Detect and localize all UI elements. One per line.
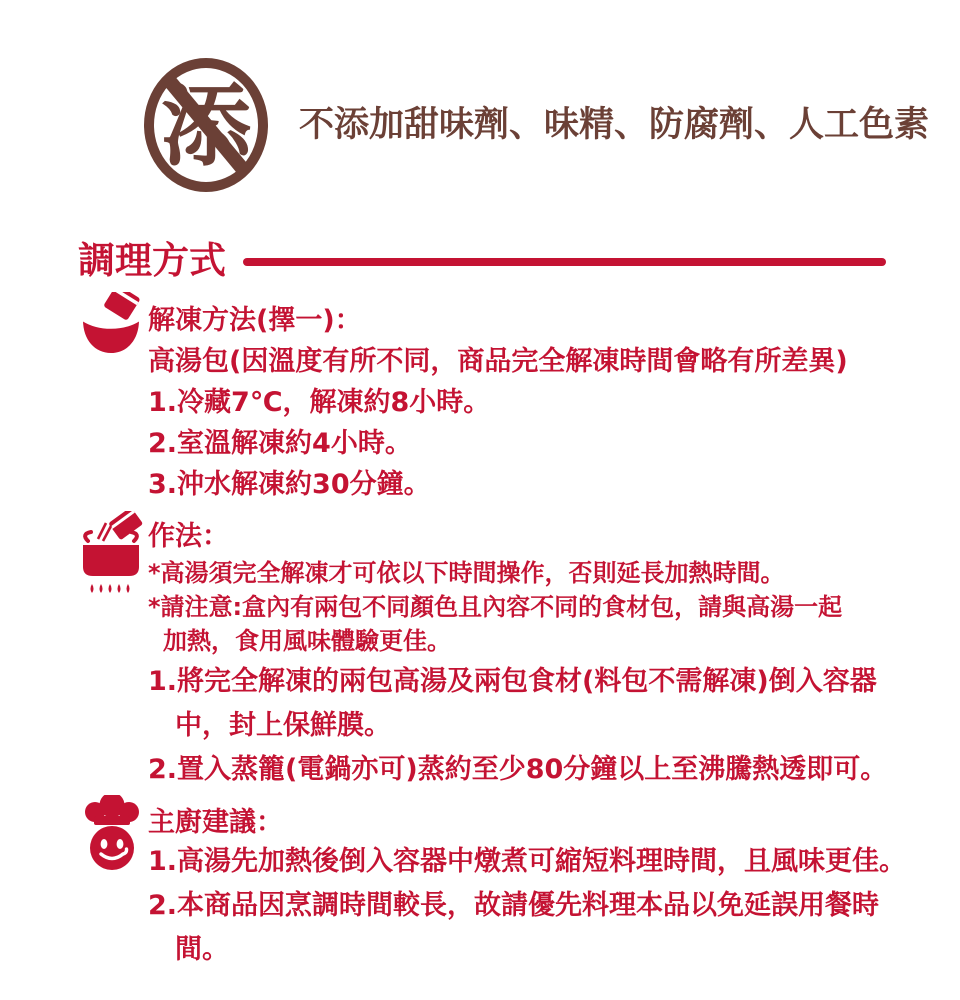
no-additives-stamp-icon: [142, 56, 270, 194]
thaw-instructions: [148, 300, 848, 505]
chef-heading: 主廚建議：: [148, 807, 283, 838]
chef-step-2-line-2: 間。: [175, 934, 229, 965]
thaw-step-1: 1.冷藏7℃，解凍約8小時。: [148, 387, 491, 418]
thaw-heading: 解凍方法(擇一)：: [148, 305, 362, 336]
method-note-2-line-2: 加熱，食用風味體驗更佳。: [163, 627, 451, 655]
pot-icon: [78, 511, 144, 595]
method-steps: [148, 660, 887, 792]
method-step-1-line-2: 中，封上保鮮膜。: [175, 710, 391, 741]
chef-steps: [148, 840, 906, 972]
method-note-1: *高湯須完全解凍才可依以下時間操作，否則延長加熱時間。: [148, 559, 785, 587]
stamp-character: 添: [161, 74, 251, 179]
method-step-2: 2.置入蒸籠(電鍋亦可)蒸約至少80分鐘以上至沸騰熱透即可。: [148, 754, 888, 785]
no-additives-stamp-svg: [142, 56, 270, 194]
no-additives-claim: 不添加甜味劑、味精、防腐劑、人工色素: [299, 105, 930, 145]
thaw-step-3: 3.沖水解凍約30分鐘。: [148, 469, 431, 500]
chef-icon: [83, 795, 141, 871]
method-heading: 作法：: [148, 521, 229, 552]
thaw-step-2: 2.室溫解凍約4小時。: [148, 428, 412, 459]
cooking-section-title: 調理方式: [78, 239, 226, 282]
title-divider-line: [243, 258, 886, 266]
bowl-icon: [82, 292, 140, 356]
chef-step-2-line-1: 2.本商品因烹調時間較長，故請優先料理本品以免延誤用餐時: [148, 890, 880, 921]
method-notes: [148, 556, 842, 658]
method-step-1-line-1: 1.將完全解凍的兩包高湯及兩包食材(料包不需解凍)倒入容器: [148, 666, 877, 697]
method-note-2-line-1: *請注意:盒內有兩包不同顏色且內容不同的食材包，請與高湯一起: [148, 593, 843, 621]
thaw-note: 高湯包(因溫度有所不同，商品完全解凍時間會略有所差異): [148, 346, 848, 377]
chef-step-1: 1.高湯先加熱後倒入容器中燉煮可縮短料理時間，且風味更佳。: [148, 846, 907, 877]
